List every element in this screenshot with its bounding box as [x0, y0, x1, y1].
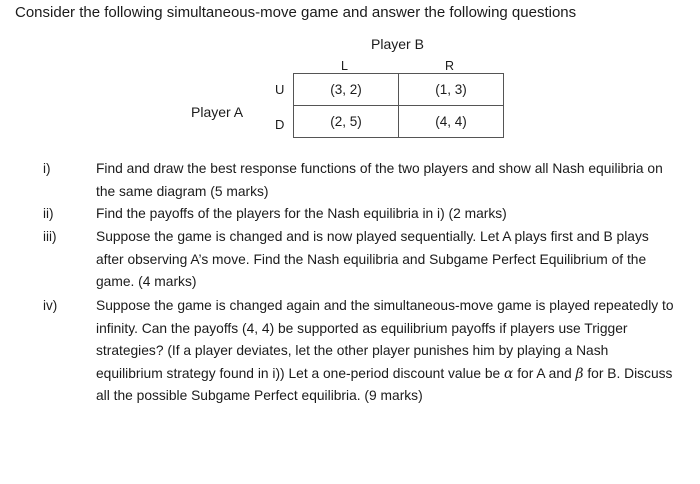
column-label-l: L	[341, 59, 348, 73]
player-a-label: Player A	[191, 104, 244, 120]
payoff-cell-dr: (4, 4)	[399, 106, 504, 138]
player-b-label: Player B	[371, 36, 424, 52]
payoff-row-u	[294, 74, 504, 106]
question-number: i)	[43, 161, 51, 176]
intro-text: Consider the following simultaneous-move game and answer the following questions	[15, 4, 577, 21]
question-number: iii)	[43, 229, 57, 244]
question-text-part: for B. Discuss all the possible Subgame Perfect equilibria. (9 marks)	[96, 365, 673, 403]
row-label-u: U	[275, 82, 285, 97]
question-text: Suppose the game is changed and is now played sequentially. Let A plays first and B plays after observing A’s move. Find the Nash equilibria and Subgame Perfect Equilibrium of the game. (4 marks)	[96, 229, 649, 289]
column-label-r: R	[445, 59, 455, 73]
question-number: iv)	[43, 298, 58, 313]
question-text: Find and draw the best response functions of the two players and show all Nash equilibria on the same diagram (5 marks)	[96, 161, 663, 199]
payoff-cell-ul: (3, 2)	[294, 74, 399, 106]
question-text-part: Suppose the game is changed again and the simultaneous-move game is played repeatedly to infinity. Can the payoffs (4, 4) be supported as equilibrium payoffs if players use Trigger strategies? (If a player deviates, let the other player punishes him by playing a Nash equilibrium strategy found in i)) Let a one-period discount value be	[96, 298, 674, 381]
question-text	[96, 295, 676, 408]
question-text-part: for A and	[513, 365, 576, 381]
row-label-d: D	[275, 117, 285, 132]
payoff-cell-ur: (1, 3)	[399, 74, 504, 106]
question-text: Find the payoffs of the players for the Nash equilibria in i) (2 marks)	[96, 206, 507, 221]
payoff-row-d	[294, 106, 504, 138]
payoff-cell-dl: (2, 5)	[294, 106, 399, 138]
beta-symbol: β	[575, 365, 584, 382]
question-number: ii)	[43, 206, 54, 221]
payoff-matrix	[293, 73, 504, 138]
alpha-symbol: α	[504, 365, 514, 382]
